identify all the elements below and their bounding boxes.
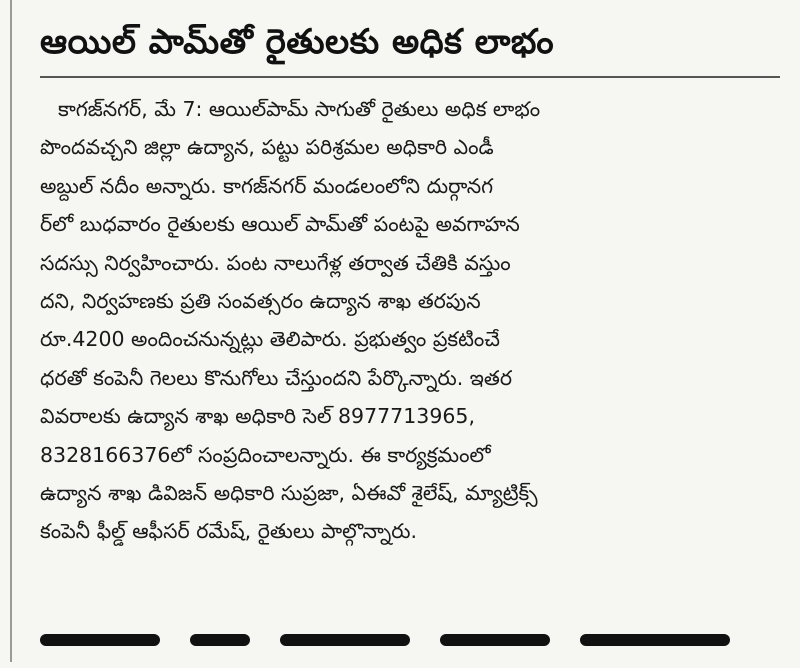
article-line: 8328166376లో సంప్రదించాలన్నారు. ఈ కార్యక్రమంలో [40, 442, 491, 467]
column-divider [10, 0, 12, 662]
article-headline: ఆయిల్‌ పామ్‌తో రైతులకు అధిక లాభం [40, 22, 555, 62]
article-line: అబ్దుల్‌ నదీం అన్నారు. కాగజ్‌నగర్‌ మండలంలోని దుర్గానగ [40, 173, 494, 198]
article-line: ఉద్యాన శాఖ డివిజన్‌ అధికారి సుప్రజా, ఏఈవో శైలేష్‌, మ్యాట్రిక్స్‌ [40, 480, 538, 505]
article-line: రూ.4200 అందించనున్నట్లు తెలిపారు. ప్రభుత్వం ప్రకటించే [40, 327, 500, 352]
article-line: కాగజ్‌నగర్‌, మే 7: ఆయిల్‌పామ్‌ సాగుతో రైతులు అధిక లాభం [58, 97, 541, 121]
article-line: వివరాలకు ఉద్యాన శాఖ అధికారి సెల్‌ 8977713965, [40, 404, 475, 429]
headline-rule [40, 76, 780, 78]
article-line: ధరతో కంపెనీ గెలలు కొనుగోలు చేస్తుందని పేర్కొన్నారు. ఇతర [40, 365, 512, 390]
article-line: దని, నిర్వహణకు ప్రతి సంవత్సరం ఉద్యాన శాఖ తరపున [40, 288, 481, 313]
article-body [40, 90, 760, 551]
next-article-headline-cropped [40, 628, 740, 668]
article-line: ర్‌లో బుధవారం రైతులకు ఆయిల్‌ పామ్‌తో పంటపై అవగాహన [40, 212, 520, 237]
article-line: సదస్సు నిర్వహించారు. పంట నాలుగేళ్ల తర్వాత చేతికి వస్తుం [40, 250, 511, 275]
news-article [40, 0, 760, 551]
article-line: కంపెనీ ఫీల్డ్‌ ఆఫీసర్‌ రమేష్‌, రైతులు పాల్గొన్నారు. [40, 519, 418, 544]
article-line: పొందవచ్చని జిల్లా ఉద్యాన, పట్టు పరిశ్రమల అధికారి ఎండీ [40, 135, 494, 160]
